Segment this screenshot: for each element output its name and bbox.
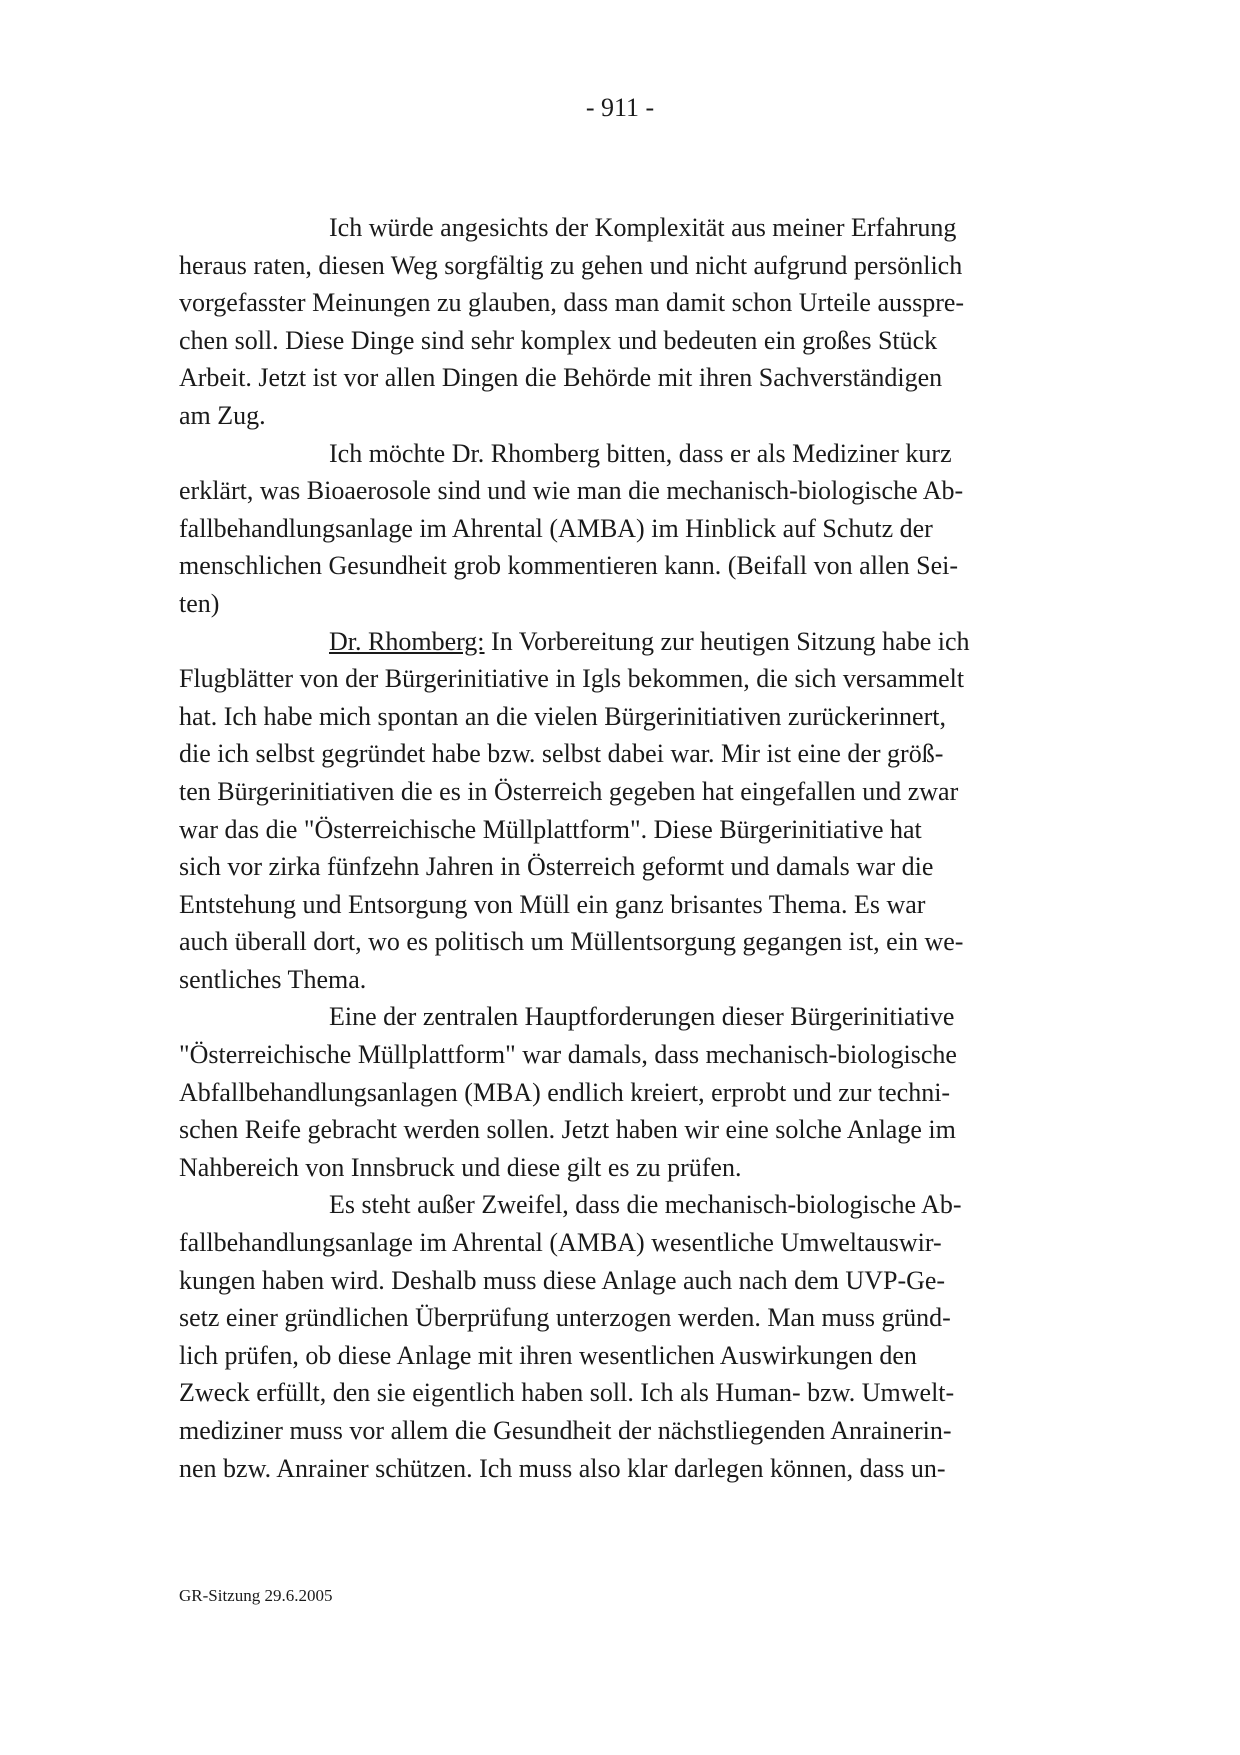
paragraph — [179, 435, 1069, 623]
line-text: chen soll. Diese Dinge sind sehr komplex und bedeuten ein großes Stück — [179, 325, 938, 355]
text-line — [179, 961, 1069, 999]
line-text: schen Reife gebracht werden sollen. Jetzt haben wir eine solche Anlage im — [179, 1115, 956, 1145]
line-text: fallbehandlungsanlage im Ahrental (AMBA) wesentliche Umweltauswir- — [179, 1228, 942, 1258]
line-text: vorgefasster Meinungen zu glauben, dass man damit schon Urteile ausspre- — [179, 288, 965, 318]
text-line — [179, 397, 1069, 435]
text-line — [179, 510, 1069, 548]
text-line — [179, 585, 1069, 623]
line-text: sich vor zirka fünfzehn Jahren in Österreich geformt und damals war die — [179, 852, 934, 882]
line-text: Eine der zentralen Hauptforderungen dieser Bürgerinitiative — [329, 1002, 955, 1032]
text-line — [179, 1036, 1069, 1074]
line-text: "Österreichische Müllplattform" war damals, dass mechanisch-biologische — [179, 1040, 957, 1070]
line-text: auch überall dort, wo es politisch um Müllentsorgung gegangen ist, ein we- — [179, 927, 964, 957]
text-line — [179, 209, 1069, 247]
line-text: nen bzw. Anrainer schützen. Ich muss also klar darlegen können, dass un- — [179, 1453, 946, 1483]
text-line — [179, 1450, 1069, 1488]
text-line — [179, 322, 1069, 360]
line-text: heraus raten, diesen Weg sorgfältig zu gehen und nicht aufgrund persönlich — [179, 250, 963, 280]
text-line — [179, 547, 1069, 585]
text-line — [179, 1111, 1069, 1149]
text-line — [179, 1262, 1069, 1300]
text-line — [179, 284, 1069, 322]
text-line — [179, 1074, 1069, 1112]
line-text: Flugblätter von der Bürgerinitiative in Igls bekommen, die sich versammelt — [179, 664, 965, 694]
text-line — [179, 1337, 1069, 1375]
line-text: setz einer gründlichen Überprüfung unterzogen werden. Man muss gründ- — [179, 1303, 951, 1333]
text-line — [179, 886, 1069, 924]
text-line — [179, 698, 1069, 736]
line-text: Ich möchte Dr. Rhomberg bitten, dass er als Mediziner kurz — [329, 438, 952, 468]
page-number: - 911 - — [585, 93, 655, 122]
text-line — [179, 623, 1069, 661]
line-text: mediziner muss vor allem die Gesundheit der nächstliegenden Anrainerin- — [179, 1416, 952, 1445]
line-text: Zweck erfüllt, den sie eigentlich haben soll. Ich als Human- bzw. Umwelt- — [179, 1378, 955, 1408]
text-line — [179, 435, 1069, 473]
paragraph — [179, 209, 1069, 435]
line-text: sentliches Thema. — [179, 964, 367, 994]
line-text: war das die "Österreichische Müllplattform". Diese Bürgerinitiative hat — [179, 814, 922, 844]
line-text: Abfallbehandlungsanlagen (MBA) endlich kreiert, erprobt und zur techni- — [179, 1077, 951, 1107]
line-text: Entstehung und Entsorgung von Müll ein ganz brisantes Thema. Es war — [179, 889, 926, 919]
paragraph — [179, 998, 1069, 1186]
text-line — [179, 998, 1069, 1036]
line-text: menschlichen Gesundheit grob kommentieren kann. (Beifall von allen Sei- — [179, 551, 959, 581]
line-text: Arbeit. Jetzt ist vor allen Dingen die Behörde mit ihren Sachverständigen — [179, 363, 943, 393]
text-line — [179, 923, 1069, 961]
text-line — [179, 1374, 1069, 1412]
document-body — [179, 209, 1069, 1487]
text-line — [179, 359, 1069, 397]
text-line — [179, 472, 1069, 510]
text-line — [179, 848, 1069, 886]
speaker-name: Dr. Rhomberg: — [329, 626, 485, 656]
line-text: Ich würde angesichts der Komplexität aus meiner Erfahrung — [329, 213, 957, 242]
text-line — [179, 773, 1069, 811]
text-line — [179, 1224, 1069, 1262]
text-line — [179, 1149, 1069, 1187]
text-line — [179, 660, 1069, 698]
line-text: hat. Ich habe mich spontan an die vielen Bürgerinitiativen zurückerinnert, — [179, 701, 946, 731]
line-text: erklärt, was Bioaerosole sind und wie man die mechanisch-biologische Ab- — [179, 476, 964, 506]
line-text: ten) — [179, 588, 220, 618]
text-line — [179, 1186, 1069, 1224]
line-text: am Zug. — [179, 400, 266, 430]
line-text: die ich selbst gegründet habe bzw. selbst dabei war. Mir ist eine der größ- — [179, 739, 944, 769]
text-line — [179, 811, 1069, 849]
text-line — [179, 1299, 1069, 1337]
paragraph — [179, 623, 1069, 999]
page-footer: GR-Sitzung 29.6.2005 — [179, 1586, 333, 1605]
line-text: fallbehandlungsanlage im Ahrental (AMBA) im Hinblick auf Schutz der — [179, 513, 933, 543]
line-text: In Vorbereitung zur heutigen Sitzung habe ich — [484, 626, 970, 656]
line-text: lich prüfen, ob diese Anlage mit ihren wesentlichen Auswirkungen den — [179, 1340, 917, 1370]
text-line — [179, 247, 1069, 285]
line-text: Es steht außer Zweifel, dass die mechanisch-biologische Ab- — [329, 1190, 962, 1220]
paragraph — [179, 1186, 1069, 1487]
line-text: ten Bürgerinitiativen die es in Österreich gegeben hat eingefallen und zwar — [179, 776, 959, 806]
text-line — [179, 1412, 1069, 1450]
text-line — [179, 735, 1069, 773]
line-text: Nahbereich von Innsbruck und diese gilt es zu prüfen. — [179, 1152, 742, 1182]
line-text: kungen haben wird. Deshalb muss diese Anlage auch nach dem UVP-Ge- — [179, 1265, 946, 1295]
